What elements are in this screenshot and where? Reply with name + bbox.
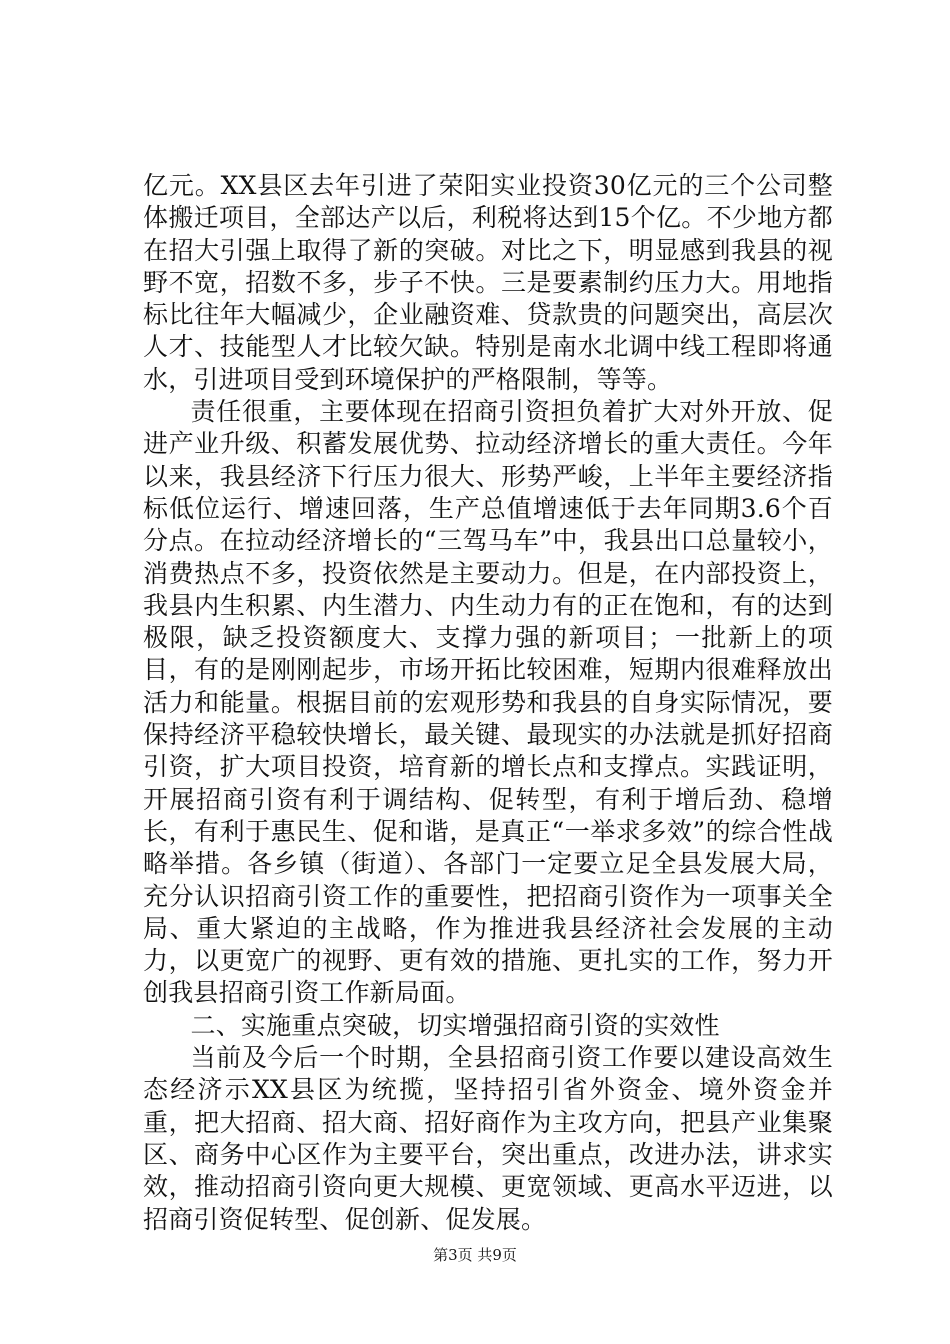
- page-number-footer: 第3页 共9页: [433, 1246, 517, 1264]
- paragraph-responsibility: 责任很重，主要体现在招商引资担负着扩大对外开放、促进产业升级、积蓄发展优势、拉动经济增长的重大责任。今年以来，我县经济下行压力很大、形势严峻，上半年主要经济指标低位运行、增速回落，生产总值增速低于去年同期3.6个百分点。在拉动经济增长的“三驾马车”中，我县出口总量较小，消费热点不多，投资依然是主要动力。但是，在内部投资上，我县内生积累、内生潜力、内生动力有的正在饱和，有的达到极限，缺乏投资额度大、支撑力强的新项目；一批新上的项目，有的是刚刚起步，市场开拓比较困难，短期内很难释放出活力和能量。根据目前的宏观形势和我县的自身实际情况，要保持经济平稳较快增长，最关键、最现实的办法就是抓好招商引资，扩大项目投资，培育新的增长点和支撑点。实践证明，开展招商引资有利于调结构、促转型，有利于增后劲、稳增长，有利于惠民生、促和谐，是真正“一举求多效”的综合性战略举措。各乡镇（街道）、各部门一定要立足全县发展大局，充分认识招商引资工作的重要性，把招商引资作为一项事关全局、重大紧迫的主战略，作为推进我县经济社会发展的主动力，以更宽广的视野、更有效的措施、更扎实的工作，努力开创我县招商引资工作新局面。: [143, 397, 833, 1008]
- paragraph-continuation: 亿元。XX县区去年引进了荣阳实业投资30亿元的三个公司整体搬迁项目，全部达产以后，利税将达到15个亿。不少地方都在招大引强上取得了新的突破。对比之下，明显感到我县的视野不宽，招数不多，步子不快。三是要素制约压力大。用地指标比往年大幅减少，企业融资难、贷款贵的问题突出，高层次人才、技能型人才比较欠缺。特别是南水北调中线工程即将通水，引进项目受到环境保护的严格限制，等等。: [143, 171, 833, 394]
- section-heading: 二、实施重点突破，切实增强招商引资的实效性: [190, 1010, 720, 1040]
- paragraph-strategy: 当前及今后一个时期，全县招商引资工作要以建设高效生态经济示XX县区为统揽，坚持招引省外资金、境外资金并重，把大招商、招大商、招好商作为主攻方向，把县产业集聚区、商务中心区作为主要平台，突出重点，改进办法，讲求实效，推动招商引资向更大规模、更宽领域、更高水平迈进，以招商引资促转型、促创新、促发展。: [143, 1043, 833, 1234]
- document-body: [143, 170, 833, 1236]
